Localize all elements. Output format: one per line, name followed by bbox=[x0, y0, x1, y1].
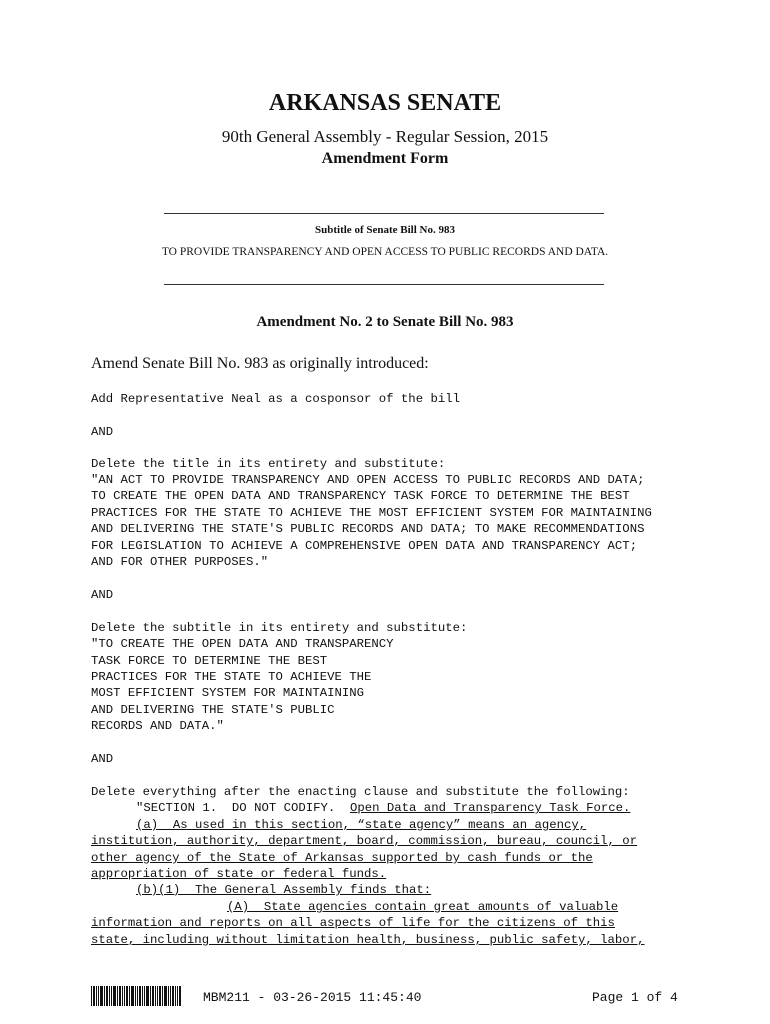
title-text-line: AND DELIVERING THE STATE'S PUBLIC RECORDS AND DATA; TO MAKE RECOMMENDATIONS bbox=[91, 522, 645, 536]
subtitle-text-line: PRACTICES FOR THE STATE TO ACHIEVE THE bbox=[91, 670, 372, 684]
subtitle-text: TO PROVIDE TRANSPARENCY AND OPEN ACCESS TO PUBLIC RECORDS AND DATA. bbox=[161, 246, 609, 258]
body-line: (a) As used in this section, “state agency” means an agency, bbox=[136, 818, 587, 832]
divider-bottom bbox=[164, 284, 604, 285]
instruction-line: Delete the subtitle in its entirety and substitute: bbox=[91, 621, 468, 635]
title-text-line: "AN ACT TO PROVIDE TRANSPARENCY AND OPEN ACCESS TO PUBLIC RECORDS AND DATA; bbox=[91, 473, 645, 487]
body-line: information and reports on all aspects of life for the citizens of this bbox=[91, 916, 615, 930]
instruction-line: Delete everything after the enacting clause and substitute the following: bbox=[91, 785, 630, 799]
section-title: Open Data and Transparency Task Force. bbox=[350, 801, 631, 815]
subtitle-text-line: RECORDS AND DATA." bbox=[91, 719, 224, 733]
barcode-icon bbox=[91, 986, 181, 1006]
section-prefix: "SECTION 1. DO NOT CODIFY. bbox=[136, 801, 351, 815]
form-title: Amendment Form bbox=[321, 150, 449, 167]
and-separator: AND bbox=[91, 425, 114, 439]
subtitle-text-line: AND DELIVERING THE STATE'S PUBLIC bbox=[91, 703, 335, 717]
document-id: MBM211 - 03-26-2015 11:45:40 bbox=[203, 990, 422, 1005]
title-text-line: PRACTICES FOR THE STATE TO ACHIEVE THE MOST EFFICIENT SYSTEM FOR MAINTAINING bbox=[91, 506, 652, 520]
body-line: (A) State agencies contain great amounts of valuable bbox=[227, 900, 619, 914]
title-text-line: AND FOR OTHER PURPOSES." bbox=[91, 555, 269, 569]
body-line: other agency of the State of Arkansas supported by cash funds or the bbox=[91, 851, 593, 865]
section-heading bbox=[136, 800, 630, 816]
and-separator: AND bbox=[91, 752, 114, 766]
body-line: (b)(1) The General Assembly finds that: bbox=[136, 883, 432, 897]
body-line: appropriation of state or federal funds. bbox=[91, 867, 387, 881]
session-line: 90th General Assembly - Regular Session, 2015 bbox=[221, 127, 549, 146]
amendment-heading: Amendment No. 2 to Senate Bill No. 983 bbox=[256, 314, 514, 330]
instruction-line: Delete the title in its entirety and substitute: bbox=[91, 457, 446, 471]
divider-top bbox=[164, 213, 604, 214]
subtitle-heading: Subtitle of Senate Bill No. 983 bbox=[315, 224, 455, 236]
amendment-intro: Amend Senate Bill No. 983 as originally introduced: bbox=[91, 355, 429, 372]
body-line: state, including without limitation health, business, public safety, labor, bbox=[91, 933, 645, 947]
instruction-line: Add Representative Neal as a cosponsor of the bill bbox=[91, 392, 460, 406]
subtitle-text-line: TASK FORCE TO DETERMINE THE BEST bbox=[91, 654, 328, 668]
body-line: institution, authority, department, board, commission, bureau, council, or bbox=[91, 834, 638, 848]
page-number: Page 1 of 4 bbox=[592, 990, 678, 1005]
title-text-line: TO CREATE THE OPEN DATA AND TRANSPARENCY TASK FORCE TO DETERMINE THE BEST bbox=[91, 489, 630, 503]
document-chamber-title: ARKANSAS SENATE bbox=[268, 90, 502, 116]
subtitle-text-line: MOST EFFICIENT SYSTEM FOR MAINTAINING bbox=[91, 686, 365, 700]
title-text-line: FOR LEGISLATION TO ACHIEVE A COMPREHENSIVE OPEN DATA AND TRANSPARENCY ACT; bbox=[91, 539, 638, 553]
subtitle-text-line: "TO CREATE THE OPEN DATA AND TRANSPARENCY bbox=[91, 637, 394, 651]
and-separator: AND bbox=[91, 588, 114, 602]
